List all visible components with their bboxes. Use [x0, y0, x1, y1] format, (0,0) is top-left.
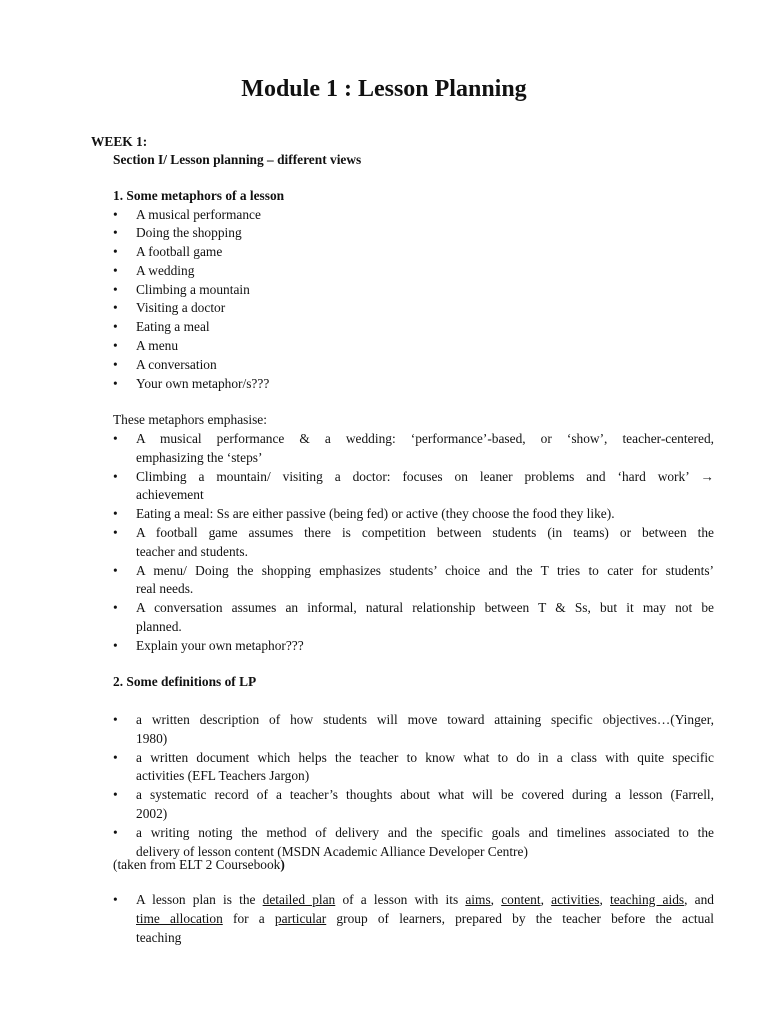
bullet-icon: •	[113, 244, 118, 260]
list-item: • A football game	[113, 243, 713, 262]
list-item: • A menu/ Doing the shopping emphasizes students’ choice and the T tries to cater for students’ real needs.	[113, 562, 714, 597]
lesson-plan-line-3: teaching	[136, 929, 182, 945]
metaphors-list	[113, 206, 713, 394]
lesson-plan-line-1: A lesson plan is the detailed plan of a lesson with its aims, content, activities, teaching aids, and	[136, 892, 714, 907]
bullet-icon: •	[113, 356, 118, 372]
definitions-source: (taken from ELT 2 Coursebook)	[113, 857, 285, 872]
page-title: Module 1 : Lesson Planning	[241, 76, 527, 102]
bullet-icon: •	[113, 562, 118, 578]
bullet-icon: •	[113, 892, 118, 907]
list-item: • Your own metaphor/s???	[113, 375, 713, 394]
bullet-icon: •	[113, 712, 118, 727]
list-item: • Climbing a mountain/ visiting a doctor: focuses on leaner problems and ‘hard work’ → achievement	[113, 468, 714, 503]
metaphors-heading: 1. Some metaphors of a lesson	[113, 188, 285, 203]
bullet-icon: •	[113, 431, 118, 446]
bullet-icon: •	[113, 824, 118, 840]
bullet-icon: •	[113, 300, 118, 316]
list-item: • A musical performance & a wedding: ‘performance’-based, or ‘show’, teacher-centered, emphasizing the ‘steps’	[113, 431, 714, 465]
bullet-icon: •	[113, 506, 118, 522]
list-item: • a written document which helps the teacher to know what to do in a class with quite specific activities (EFL Teachers Jargon)	[113, 749, 714, 784]
lesson-plan-list	[113, 891, 714, 947]
bullet-icon: •	[113, 225, 118, 241]
list-item: • A conversation	[113, 356, 713, 375]
list-item: • A menu	[113, 337, 713, 356]
bullet-icon: •	[113, 319, 118, 335]
bullet-icon: •	[113, 262, 118, 278]
list-item: • A conversation assumes an informal, natural relationship between T & Ss, but it may not be planned.	[113, 600, 714, 634]
bullet-icon: •	[113, 600, 118, 616]
list-item: • Climbing a mountain	[113, 281, 713, 300]
list-item: • Visiting a doctor	[113, 299, 713, 318]
list-item: • A musical performance	[113, 206, 713, 225]
list-item: • Eating a meal	[113, 318, 713, 337]
list-item: • Eating a meal: Ss are either passive (being fed) or active (they choose the food they like).	[113, 505, 714, 524]
lesson-plan-line-2: time allocation for a particular group of learners, prepared by the teacher before the actual	[136, 910, 714, 926]
list-item: • Doing the shopping	[113, 224, 713, 243]
list-item: • A football game assumes there is competition between students (in teams) or between the teacher and students.	[113, 524, 714, 559]
list-item: • A wedding	[113, 262, 713, 281]
list-item: • a systematic record of a teacher’s thoughts about what will be covered during a lesson (Farrell, 2002)	[113, 787, 714, 821]
bullet-icon: •	[113, 206, 118, 222]
definitions-heading: 2. Some definitions of LP	[113, 674, 257, 689]
list-item: • a written description of how students will move toward attaining specific objectives…(Yinger, 1980)	[113, 712, 714, 746]
week-label: WEEK 1:	[91, 134, 148, 149]
bullet-icon: •	[113, 524, 118, 540]
definitions-list	[113, 711, 714, 861]
list-item: • Explain your own metaphor???	[113, 637, 714, 656]
bullet-icon: •	[113, 637, 118, 653]
bullet-icon: •	[113, 375, 118, 391]
list-item: • a writing noting the method of delivery and the specific goals and timelines associated to the delivery of lesson content (MSDN Academic Alliance Developer Centre)	[113, 824, 714, 859]
bullet-icon: •	[113, 749, 118, 765]
bullet-icon: •	[113, 787, 118, 803]
bullet-icon: •	[113, 468, 118, 484]
emphasise-intro: These metaphors emphasise:	[113, 412, 267, 427]
emphasise-list	[113, 430, 714, 656]
section-heading: Section I/ Lesson planning – different views	[113, 152, 362, 167]
list-item	[113, 891, 714, 947]
bullet-icon: •	[113, 338, 118, 354]
bullet-icon: •	[113, 281, 118, 297]
